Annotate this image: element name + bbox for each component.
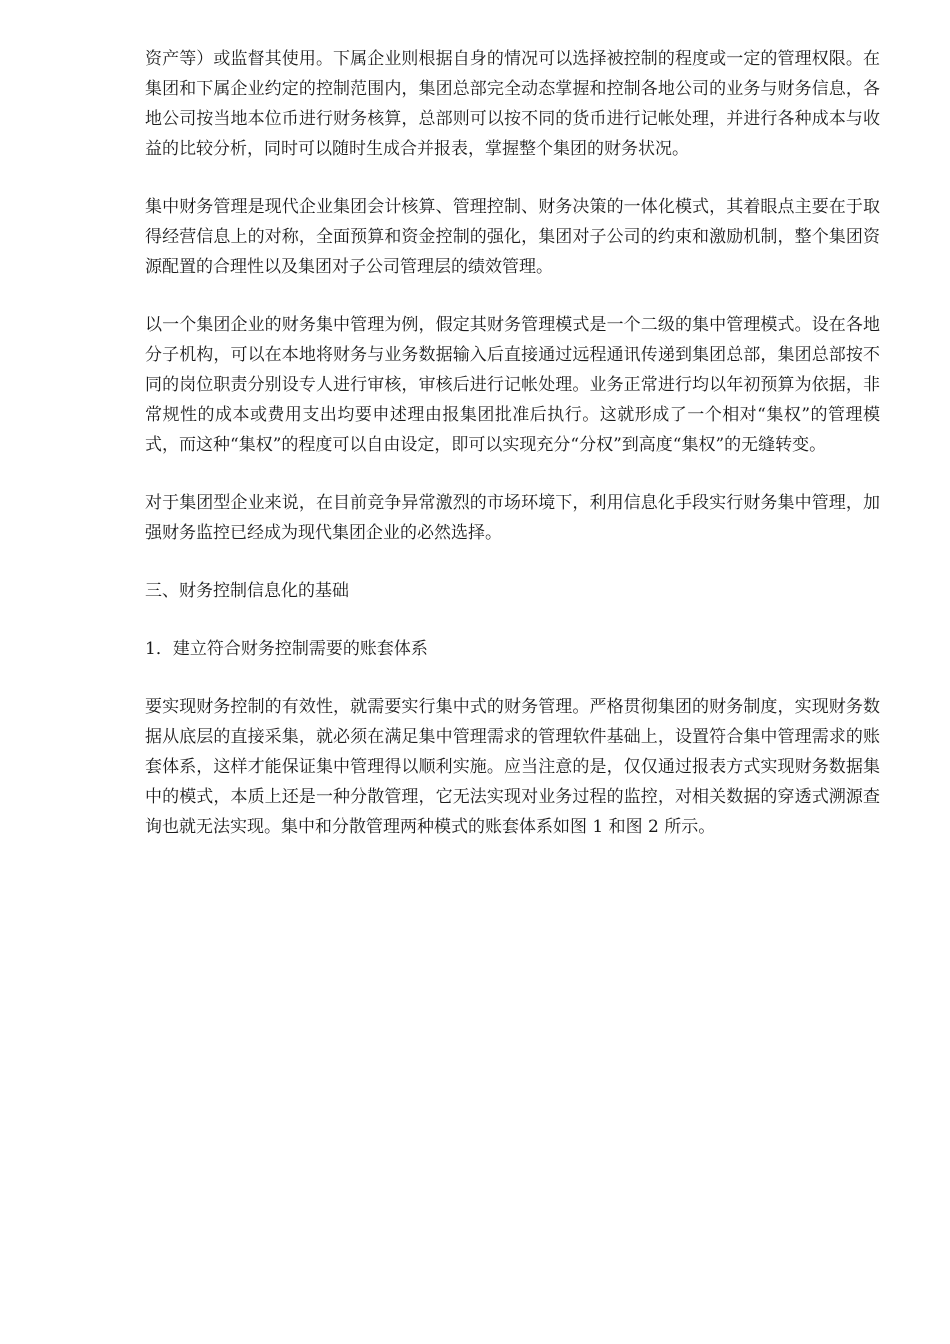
paragraph-control-scope: 资产等）或监督其使用。下属企业则根据自身的情况可以选择被控制的程度或一定的管理权限。在集团和下属企业约定的控制范围内，集团总部完全动态掌握和控制各地公司的业务与财务信息，各地公司按当地本位币进行财务核算，总部则可以按不同的货币进行记帐处理，并进行各种成本与收益的比较分析，同时可以随时生成合并报表，掌握整个集团的财务状况。 — [145, 49, 880, 159]
paragraph-group-enterprise: 对于集团型企业来说，在目前竞争异常激烈的市场环境下，利用信息化手段实行财务集中管理，加强财务监控已经成为现代集团企业的必然选择。 — [145, 493, 880, 543]
paragraph-group-example: 以一个集团企业的财务集中管理为例，假定其财务管理模式是一个二级的集中管理模式。设在各地分子机构，可以在本地将财务与业务数据输入后直接通过远程通讯传递到集团总部，集团总部按不同的岗位职责分别设专人进行审核，审核后进行记帐处理。业务正常进行均以年初预算为依据，非常规性的成本或费用支出均要申述理由报集团批准后执行。这就形成了一个相对“集权”的管理模式，而这种“集权”的程度可以自由设定，即可以实现充分“分权”到高度“集权”的无缝转变。 — [145, 315, 880, 455]
paragraph-account-system: 要实现财务控制的有效性，就需要实行集中式的财务管理。严格贯彻集团的财务制度，实现财务数据从底层的直接采集，就必须在满足集中管理需求的管理软件基础上，设置符合集中管理需求的账套体系，这样才能保证集中管理得以顺利实施。应当注意的是，仅仅通过报表方式实现财务数据集中的模式，本质上还是一种分散管理，它无法实现对业务过程的监控，对相关数据的穿透式溯源查询也就无法实现。集中和分散管理两种模式的账套体系如图 1 和图 2 所示。 — [145, 697, 880, 837]
section-heading: 三、财务控制信息化的基础 — [145, 581, 349, 601]
paragraph-centralized-finance: 集中财务管理是现代企业集团会计核算、管理控制、财务决策的一体化模式，其着眼点主要在于取得经营信息上的对称，全面预算和资金控制的强化，集团对子公司的约束和激励机制，整个集团资源配置的合理性以及集团对子公司管理层的绩效管理。 — [145, 197, 880, 277]
document-page — [145, 44, 880, 870]
subsection-heading: 1．建立符合财务控制需要的账套体系 — [145, 639, 428, 659]
